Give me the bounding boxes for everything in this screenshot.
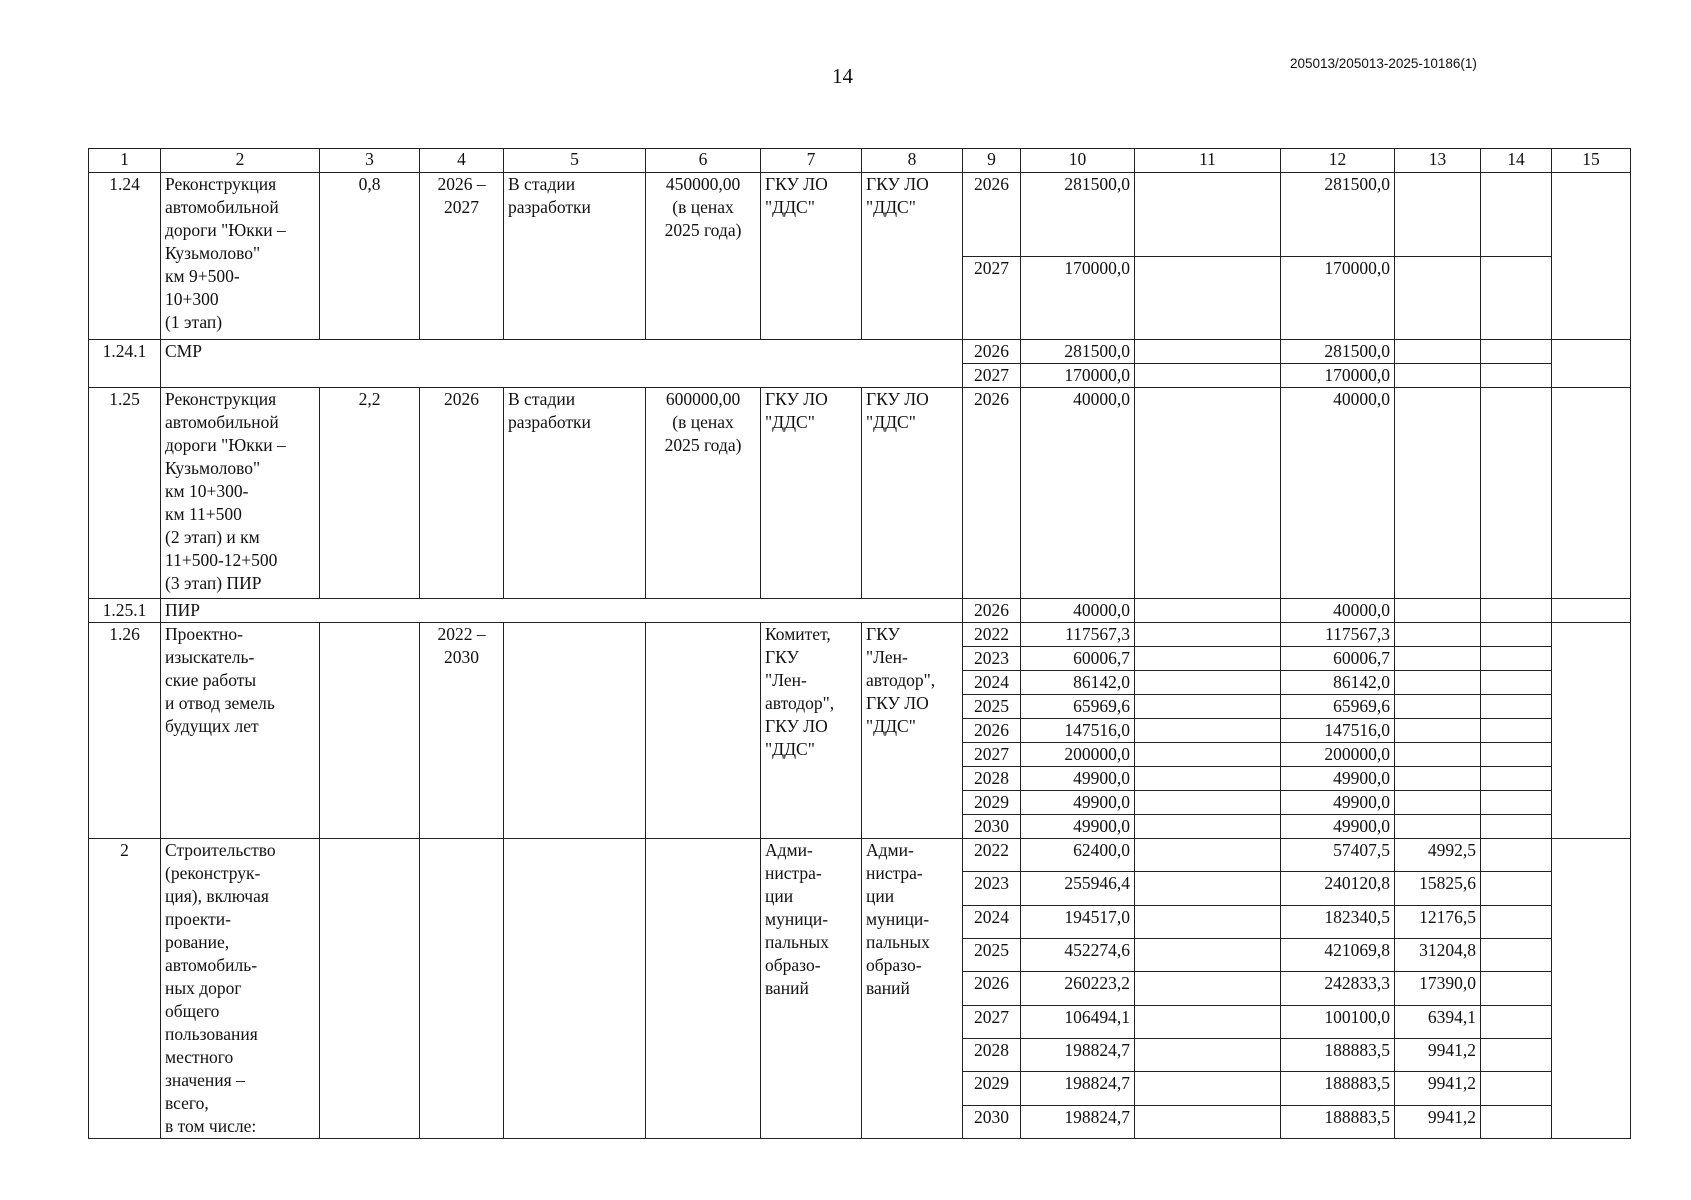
- cell-line: дороги "Юкки –: [165, 220, 286, 240]
- document-code: 205013/205013-2025-10186(1): [1290, 56, 1477, 71]
- cell-line: 600000,00: [665, 389, 741, 409]
- amount-cell: [1135, 1105, 1281, 1138]
- cell-line: образо-: [765, 955, 821, 975]
- amount-local-cell: [1395, 743, 1481, 767]
- cell-line: "ДДС": [866, 412, 916, 432]
- cell-line: разработки: [508, 197, 591, 217]
- amount-regional-cell: 200000,0: [1281, 743, 1395, 767]
- cell-line: пальных: [866, 932, 930, 952]
- status-cell: [504, 388, 646, 599]
- amount-cell: [1481, 647, 1552, 671]
- amount-cell: [1135, 623, 1281, 647]
- amount-cell: [1481, 695, 1552, 719]
- amount-total-cell: 170000,0: [1021, 256, 1135, 340]
- table-row: [89, 340, 1631, 364]
- status-cell: [504, 839, 646, 1139]
- cell-line: км 11+500: [165, 504, 242, 524]
- amount-total-cell: 198824,7: [1021, 1038, 1135, 1071]
- cell-line: ГКУ: [866, 624, 900, 644]
- year-cell: 2026: [963, 972, 1021, 1005]
- cell-line: км 10+300-: [165, 481, 249, 501]
- amount-local-cell: 9941,2: [1395, 1072, 1481, 1105]
- note-cell: [1552, 839, 1631, 1139]
- amount-local-cell: [1395, 340, 1481, 364]
- amount-regional-cell: 421069,8: [1281, 938, 1395, 971]
- year-cell: 2027: [963, 1005, 1021, 1038]
- amount-regional-cell: 170000,0: [1281, 364, 1395, 388]
- cell-line: ГКУ: [765, 647, 799, 667]
- period-cell: [420, 623, 504, 839]
- cell-line: ции: [866, 886, 895, 906]
- amount-local-cell: [1395, 695, 1481, 719]
- cell-line: местного: [165, 1047, 234, 1067]
- amount-cell: [1135, 256, 1281, 340]
- year-cell: 2027: [963, 256, 1021, 340]
- cell-line: изыскатель-: [165, 647, 255, 667]
- cell-line: автомобиль-: [165, 955, 258, 975]
- year-cell: 2025: [963, 938, 1021, 971]
- amount-regional-cell: 57407,5: [1281, 839, 1395, 872]
- cell-line: (2 этап) и км: [165, 527, 260, 547]
- work-type: СМР: [161, 340, 963, 388]
- status-cell: [504, 173, 646, 340]
- amount-cell: [1481, 719, 1552, 743]
- cell-line: всего,: [165, 1093, 209, 1113]
- amount-cell: [1135, 839, 1281, 872]
- table-row: [89, 599, 1631, 623]
- amount-regional-cell: 188883,5: [1281, 1105, 1395, 1138]
- amount-cell: [1135, 791, 1281, 815]
- cell-line: 2030: [444, 647, 479, 667]
- cell-line: ГКУ ЛО: [866, 693, 929, 713]
- cell-line: 2026 –: [437, 174, 486, 194]
- amount-regional-cell: 40000,0: [1281, 599, 1395, 623]
- header-cell: 1: [89, 149, 161, 173]
- row-number: 1.25.1: [89, 599, 161, 623]
- year-cell: 2027: [963, 743, 1021, 767]
- budget-table: [88, 148, 1631, 1139]
- amount-local-cell: [1395, 815, 1481, 839]
- row-number: 1.24: [89, 173, 161, 340]
- row-number: 1.25: [89, 388, 161, 599]
- amount-total-cell: 49900,0: [1021, 791, 1135, 815]
- cell-line: км 9+500-: [165, 266, 240, 286]
- cell-line: Строительство: [165, 840, 276, 860]
- cell-line: рование,: [165, 932, 230, 952]
- header-cell: 13: [1395, 149, 1481, 173]
- cell-line: Реконструкция: [165, 174, 277, 194]
- cell-line: в том числе:: [165, 1116, 257, 1136]
- amount-cell: [1481, 1038, 1552, 1071]
- amount-total-cell: 170000,0: [1021, 364, 1135, 388]
- amount-local-cell: 12176,5: [1395, 905, 1481, 938]
- year-cell: 2026: [963, 388, 1021, 599]
- cell-line: ГКУ ЛО: [866, 389, 929, 409]
- cell-line: "ДДС": [765, 739, 815, 759]
- cell-line: значения –: [165, 1070, 245, 1090]
- amount-regional-cell: 49900,0: [1281, 767, 1395, 791]
- amount-cell: [1481, 1072, 1552, 1105]
- amount-local-cell: [1395, 719, 1481, 743]
- amount-regional-cell: 40000,0: [1281, 388, 1395, 599]
- amount-cell: [1481, 173, 1552, 257]
- header-cell: 10: [1021, 149, 1135, 173]
- amount-total-cell: 198824,7: [1021, 1072, 1135, 1105]
- amount-local-cell: [1395, 767, 1481, 791]
- cell-line: Кузьмолово": [165, 458, 261, 478]
- length-cell: 0,8: [320, 173, 420, 340]
- amount-regional-cell: 240120,8: [1281, 872, 1395, 905]
- executor-cell: [862, 388, 963, 599]
- note-cell: [1552, 623, 1631, 839]
- amount-total-cell: 65969,6: [1021, 695, 1135, 719]
- year-cell: 2023: [963, 647, 1021, 671]
- amount-local-cell: 9941,2: [1395, 1105, 1481, 1138]
- year-cell: 2026: [963, 173, 1021, 257]
- cell-line: Кузьмолово": [165, 243, 261, 263]
- header-cell: 5: [504, 149, 646, 173]
- amount-regional-cell: 49900,0: [1281, 815, 1395, 839]
- cell-line: (в ценах: [672, 197, 734, 217]
- amount-cell: [1135, 671, 1281, 695]
- length-cell: 2,2: [320, 388, 420, 599]
- period-cell: [420, 173, 504, 340]
- year-cell: 2027: [963, 364, 1021, 388]
- cell-line: ваний: [866, 978, 910, 998]
- amount-cell: [1481, 671, 1552, 695]
- executor-cell: [862, 839, 963, 1139]
- year-cell: 2030: [963, 1105, 1021, 1138]
- year-cell: 2022: [963, 839, 1021, 872]
- amount-cell: [1135, 972, 1281, 1005]
- cell-line: "ДДС": [866, 716, 916, 736]
- year-cell: 2030: [963, 815, 1021, 839]
- object-name: [161, 173, 320, 340]
- cell-line: Реконструкция: [165, 389, 277, 409]
- amount-regional-cell: 60006,7: [1281, 647, 1395, 671]
- amount-total-cell: 49900,0: [1021, 767, 1135, 791]
- cell-line: разработки: [508, 412, 591, 432]
- amount-local-cell: [1395, 364, 1481, 388]
- cell-line: 450000,00: [665, 174, 741, 194]
- year-cell: 2024: [963, 671, 1021, 695]
- amount-cell: [1481, 623, 1552, 647]
- cell-line: нистра-: [866, 863, 923, 883]
- amount-cell: [1135, 719, 1281, 743]
- cell-line: "ДДС": [866, 197, 916, 217]
- amount-regional-cell: 281500,0: [1281, 340, 1395, 364]
- note-cell: [1552, 388, 1631, 599]
- header-cell: 15: [1552, 149, 1631, 173]
- cell-line: Адми-: [765, 840, 813, 860]
- year-cell: 2026: [963, 599, 1021, 623]
- cell-line: (1 этап): [165, 312, 223, 332]
- amount-local-cell: 9941,2: [1395, 1038, 1481, 1071]
- header-cell: 4: [420, 149, 504, 173]
- cell-line: пальных: [765, 932, 829, 952]
- amount-total-cell: 147516,0: [1021, 719, 1135, 743]
- amount-cell: [1481, 839, 1552, 872]
- cell-line: общего: [165, 1001, 220, 1021]
- customer-cell: [761, 388, 862, 599]
- amount-cell: [1135, 1072, 1281, 1105]
- amount-cell: [1135, 364, 1281, 388]
- header-cell: 14: [1481, 149, 1552, 173]
- table-row: [89, 388, 1631, 599]
- header-cell: 8: [862, 149, 963, 173]
- cell-line: 2025 года): [664, 220, 742, 240]
- cell-line: автодор",: [866, 670, 936, 690]
- amount-regional-cell: 49900,0: [1281, 791, 1395, 815]
- year-cell: 2029: [963, 791, 1021, 815]
- amount-total-cell: 86142,0: [1021, 671, 1135, 695]
- amount-total-cell: 49900,0: [1021, 815, 1135, 839]
- cell-line: муници-: [765, 909, 829, 929]
- amount-total-cell: 281500,0: [1021, 340, 1135, 364]
- cell-line: ГКУ ЛО: [765, 389, 828, 409]
- amount-cell: [1481, 1005, 1552, 1038]
- cell-line: (реконструк-: [165, 863, 261, 883]
- amount-cell: [1135, 695, 1281, 719]
- cost-cell: [646, 623, 761, 839]
- note-cell: [1552, 599, 1631, 623]
- table-row: [89, 623, 1631, 647]
- amount-local-cell: 17390,0: [1395, 972, 1481, 1005]
- amount-cell: [1135, 815, 1281, 839]
- amount-regional-cell: 188883,5: [1281, 1038, 1395, 1071]
- amount-cell: [1481, 791, 1552, 815]
- amount-cell: [1481, 256, 1552, 340]
- cell-line: ции: [765, 886, 794, 906]
- cell-line: Проектно-: [165, 624, 243, 644]
- amount-cell: [1481, 767, 1552, 791]
- amount-regional-cell: 170000,0: [1281, 256, 1395, 340]
- amount-cell: [1135, 1005, 1281, 1038]
- cell-line: нистра-: [765, 863, 822, 883]
- cell-line: проекти-: [165, 909, 231, 929]
- amount-regional-cell: 182340,5: [1281, 905, 1395, 938]
- amount-cell: [1481, 1105, 1552, 1138]
- page-number: 14: [832, 64, 853, 88]
- amount-cell: [1135, 173, 1281, 257]
- row-number: 2: [89, 839, 161, 1139]
- period-cell: 2026: [420, 388, 504, 599]
- amount-total-cell: 255946,4: [1021, 872, 1135, 905]
- cell-line: (в ценах: [672, 412, 734, 432]
- cost-cell: [646, 388, 761, 599]
- amount-local-cell: [1395, 388, 1481, 599]
- amount-cell: [1135, 767, 1281, 791]
- amount-cell: [1135, 599, 1281, 623]
- amount-local-cell: 15825,6: [1395, 872, 1481, 905]
- length-cell: [320, 839, 420, 1139]
- cell-line: "ДДС": [765, 412, 815, 432]
- header-cell: 6: [646, 149, 761, 173]
- amount-regional-cell: 281500,0: [1281, 173, 1395, 257]
- cell-line: В стадии: [508, 389, 576, 409]
- amount-cell: [1135, 743, 1281, 767]
- amount-total-cell: 40000,0: [1021, 599, 1135, 623]
- amount-cell: [1135, 1038, 1281, 1071]
- cell-line: образо-: [866, 955, 922, 975]
- amount-local-cell: [1395, 647, 1481, 671]
- amount-cell: [1481, 364, 1552, 388]
- amount-regional-cell: 242833,3: [1281, 972, 1395, 1005]
- cell-line: муници-: [866, 909, 930, 929]
- amount-total-cell: 198824,7: [1021, 1105, 1135, 1138]
- header-cell: 12: [1281, 149, 1395, 173]
- amount-regional-cell: 100100,0: [1281, 1005, 1395, 1038]
- amount-total-cell: 62400,0: [1021, 839, 1135, 872]
- year-cell: 2026: [963, 340, 1021, 364]
- amount-local-cell: 31204,8: [1395, 938, 1481, 971]
- cell-line: ция), включая: [165, 886, 269, 906]
- status-cell: [504, 623, 646, 839]
- amount-local-cell: [1395, 623, 1481, 647]
- object-name: [161, 839, 320, 1139]
- cell-line: ГКУ ЛО: [765, 174, 828, 194]
- cell-line: ГКУ ЛО: [765, 716, 828, 736]
- amount-cell: [1481, 599, 1552, 623]
- cell-line: дороги "Юкки –: [165, 435, 286, 455]
- amount-total-cell: 106494,1: [1021, 1005, 1135, 1038]
- cell-line: автомобильной: [165, 197, 279, 217]
- amount-local-cell: [1395, 173, 1481, 257]
- amount-cell: [1481, 815, 1552, 839]
- year-cell: 2026: [963, 719, 1021, 743]
- cell-line: автодор",: [765, 693, 835, 713]
- work-type: ПИР: [161, 599, 963, 623]
- amount-cell: [1481, 388, 1552, 599]
- cell-line: и отвод земель: [165, 693, 275, 713]
- note-cell: [1552, 340, 1631, 388]
- amount-cell: [1481, 340, 1552, 364]
- table-row: [89, 173, 1631, 257]
- note-cell: [1552, 173, 1631, 340]
- amount-cell: [1481, 743, 1552, 767]
- cell-line: ных дорог: [165, 978, 242, 998]
- amount-regional-cell: 86142,0: [1281, 671, 1395, 695]
- amount-total-cell: 452274,6: [1021, 938, 1135, 971]
- object-name: [161, 623, 320, 839]
- amount-cell: [1481, 972, 1552, 1005]
- year-cell: 2023: [963, 872, 1021, 905]
- object-name: [161, 388, 320, 599]
- cell-line: "Лен-: [866, 647, 908, 667]
- header-cell: 3: [320, 149, 420, 173]
- amount-regional-cell: 188883,5: [1281, 1072, 1395, 1105]
- customer-cell: [761, 173, 862, 340]
- header-row: [89, 149, 1631, 173]
- amount-cell: [1135, 647, 1281, 671]
- amount-total-cell: 117567,3: [1021, 623, 1135, 647]
- row-number: 1.24.1: [89, 340, 161, 388]
- executor-cell: [862, 173, 963, 340]
- amount-total-cell: 40000,0: [1021, 388, 1135, 599]
- amount-cell: [1135, 340, 1281, 364]
- cost-cell: [646, 173, 761, 340]
- period-cell: [420, 839, 504, 1139]
- cell-line: В стадии: [508, 174, 576, 194]
- amount-total-cell: 260223,2: [1021, 972, 1135, 1005]
- cell-line: Адми-: [866, 840, 914, 860]
- cell-line: "ДДС": [765, 197, 815, 217]
- year-cell: 2025: [963, 695, 1021, 719]
- cell-line: (3 этап) ПИР: [165, 573, 262, 593]
- amount-cell: [1135, 388, 1281, 599]
- table-row: [89, 839, 1631, 872]
- year-cell: 2028: [963, 767, 1021, 791]
- header-cell: 7: [761, 149, 862, 173]
- cell-line: ваний: [765, 978, 809, 998]
- cell-line: 11+500-12+500: [165, 550, 278, 570]
- cell-line: 2022 –: [437, 624, 486, 644]
- year-cell: 2028: [963, 1038, 1021, 1071]
- header-cell: 9: [963, 149, 1021, 173]
- header-cell: 2: [161, 149, 320, 173]
- amount-total-cell: 200000,0: [1021, 743, 1135, 767]
- amount-cell: [1135, 872, 1281, 905]
- amount-total-cell: 194517,0: [1021, 905, 1135, 938]
- cell-line: ГКУ ЛО: [866, 174, 929, 194]
- customer-cell: [761, 623, 862, 839]
- cell-line: будущих лет: [165, 716, 259, 736]
- length-cell: [320, 623, 420, 839]
- amount-cell: [1135, 905, 1281, 938]
- header-cell: 11: [1135, 149, 1281, 173]
- amount-local-cell: [1395, 671, 1481, 695]
- amount-cell: [1481, 872, 1552, 905]
- cell-line: Комитет,: [765, 624, 831, 644]
- cell-line: ские работы: [165, 670, 257, 690]
- year-cell: 2022: [963, 623, 1021, 647]
- customer-cell: [761, 839, 862, 1139]
- cell-line: 2025 года): [664, 435, 742, 455]
- row-number: 1.26: [89, 623, 161, 839]
- amount-local-cell: 4992,5: [1395, 839, 1481, 872]
- cell-line: автомобильной: [165, 412, 279, 432]
- amount-regional-cell: 147516,0: [1281, 719, 1395, 743]
- cell-line: пользования: [165, 1024, 258, 1044]
- year-cell: 2029: [963, 1072, 1021, 1105]
- amount-cell: [1135, 938, 1281, 971]
- amount-total-cell: 60006,7: [1021, 647, 1135, 671]
- amount-total-cell: 281500,0: [1021, 173, 1135, 257]
- amount-local-cell: [1395, 256, 1481, 340]
- cost-cell: [646, 839, 761, 1139]
- year-cell: 2024: [963, 905, 1021, 938]
- cell-line: 10+300: [165, 289, 219, 309]
- amount-local-cell: [1395, 791, 1481, 815]
- amount-regional-cell: 117567,3: [1281, 623, 1395, 647]
- amount-regional-cell: 65969,6: [1281, 695, 1395, 719]
- amount-local-cell: [1395, 599, 1481, 623]
- cell-line: "Лен-: [765, 670, 807, 690]
- amount-cell: [1481, 938, 1552, 971]
- cell-line: 2027: [444, 197, 479, 217]
- amount-local-cell: 6394,1: [1395, 1005, 1481, 1038]
- executor-cell: [862, 623, 963, 839]
- amount-cell: [1481, 905, 1552, 938]
